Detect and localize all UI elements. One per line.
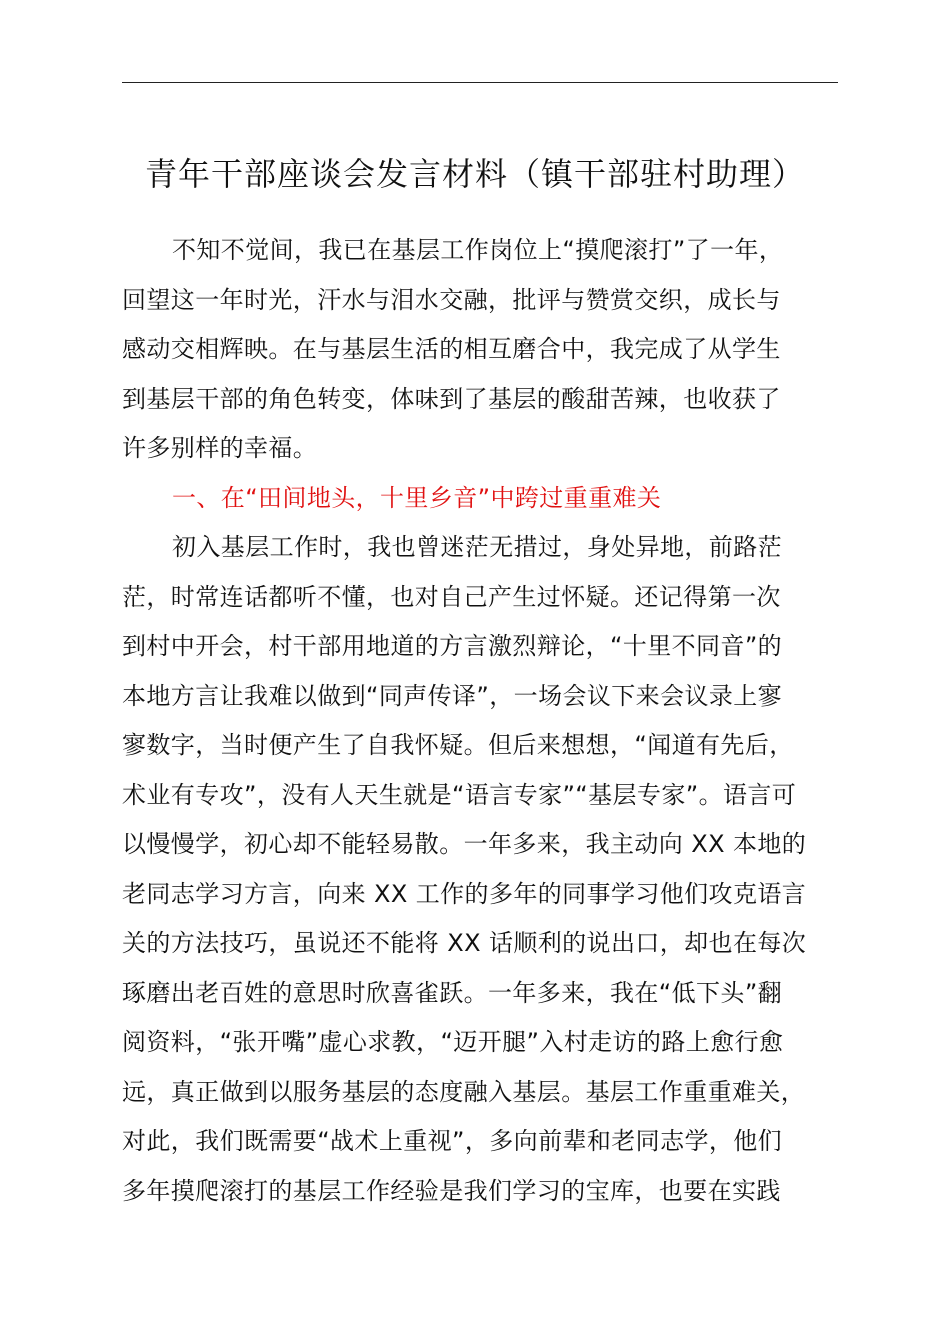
paragraph-line: 寥数字，当时便产生了自我怀疑。但后来想想，“闻道有先后，: [122, 731, 794, 759]
paragraph-line: 本地方言让我难以做到“同声传译”，一场会议下来会议录上寥: [122, 681, 783, 710]
paragraph-line: 以慢慢学，初心却不能轻易散。一年多来，我主动向 XX 本地的: [122, 830, 807, 858]
section-heading: 一、在“田间地头，十里乡音”中跨过重重难关: [172, 483, 662, 512]
paragraph-line: 许多别样的幸福。: [122, 434, 318, 462]
paragraph-line: 术业有专攻”，没有人天生就是“语言专家”“基层专家”。语言可: [122, 780, 797, 809]
paragraph-line: 琢磨出老百姓的意思时欣喜雀跃。一年多来，我在“低下头”翻: [122, 978, 783, 1007]
paragraph-line: 远，真正做到以服务基层的态度融入基层。基层工作重重难关，: [122, 1077, 806, 1106]
paragraph-line: 感动交相辉映。在与基层生活的相互磨合中，我完成了从学生: [122, 335, 781, 363]
paragraph-line: 初入基层工作时，我也曾迷茫无措过，身处异地，前路茫: [172, 533, 782, 561]
document-title: 青年干部座谈会发言材料（镇干部驻村助理）: [144, 155, 805, 193]
paragraph-line: 不知不觉间，我已在基层工作岗位上“摸爬滚打”了一年，: [172, 236, 784, 264]
paragraph-line: 回望这一年时光，汗水与泪水交融，批评与赞赏交织，成长与: [122, 285, 781, 314]
header-rule: [122, 82, 838, 83]
paragraph-line: 老同志学习方言，向来 XX 工作的多年的同事学习他们攻克语言: [122, 879, 807, 908]
paragraph-line: 多年摸爬滚打的基层工作经验是我们学习的宝库，也要在实践: [122, 1176, 781, 1205]
paragraph-line: 阅资料，“张开嘴”虚心求教，“迈开腿”入村走访的路上愈行愈: [122, 1028, 784, 1056]
paragraph-line: 茫，时常连话都听不懂，也对自己产生过怀疑。还记得第一次: [122, 582, 781, 611]
paragraph-line: 到基层干部的角色转变，体味到了基层的酸甜苦辣，也收获了: [122, 384, 781, 413]
paragraph-line: 对此，我们既需要“战术上重视”，多向前辈和老同志学，他们: [122, 1127, 783, 1155]
paragraph-line: 到村中开会，村干部用地道的方言激烈辩论，“十里不同音”的: [122, 632, 783, 660]
paragraph-line: 关的方法技巧，虽说还不能将 XX 话顺利的说出口，却也在每次: [122, 929, 807, 957]
document-body: [122, 226, 842, 1216]
